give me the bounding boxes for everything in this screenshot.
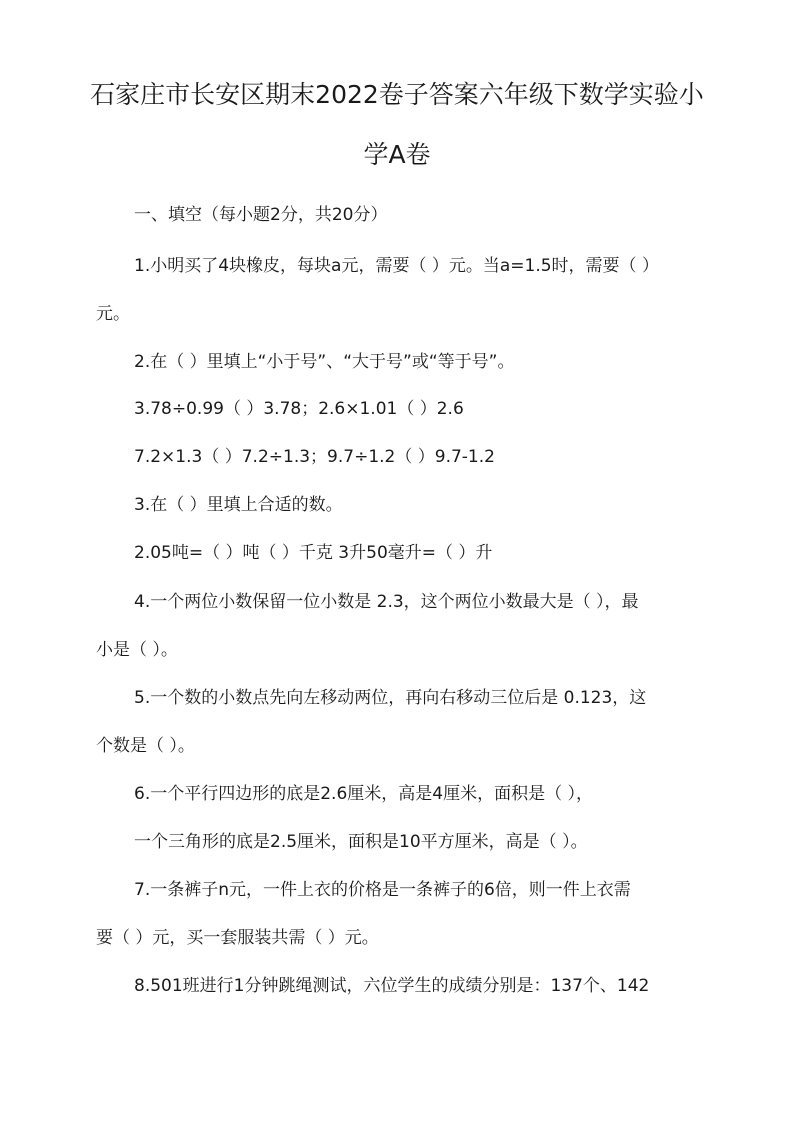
question-3-line-2: 2.05吨=（ ）吨（ ）千克 3升50毫升=（ ）升 <box>134 543 493 563</box>
document-title-line-2: 学A卷 <box>363 140 431 169</box>
question-6-line-2: 一个三角形的底是2.5厘米，面积是10平方厘米，高是（ ）。 <box>134 832 588 852</box>
question-2-line-1: 2.在（ ）里填上“小于号”、“大于号”或“等于号”。 <box>134 352 515 372</box>
section-heading: 一、填空（每小题2分，共20分） <box>134 205 388 225</box>
question-4-line-1: 4.一个两位小数保留一位小数是 2.3，这个两位小数最大是（ ），最 <box>134 592 639 612</box>
question-5-line-2: 个数是（ ）。 <box>96 736 195 756</box>
question-1-line-2: 元。 <box>96 304 130 324</box>
question-6-line-1: 6.一个平行四边形的底是2.6厘米，高是4厘米，面积是（ ）， <box>134 784 593 804</box>
question-2-line-3: 7.2×1.3（ ）7.2÷1.3；9.7÷1.2（ ）9.7-1.2 <box>134 447 495 467</box>
question-2-line-2: 3.78÷0.99（ ）3.78；2.6×1.01（ ）2.6 <box>134 399 464 419</box>
question-7-line-1: 7.一条裤子n元，一件上衣的价格是一条裤子的6倍，则一件上衣需 <box>134 880 631 900</box>
question-5-line-1: 5.一个数的小数点先向左移动两位，再向右移动三位后是 0.123，这 <box>134 688 647 708</box>
question-4-line-2: 小是（ ）。 <box>96 640 178 660</box>
document-title-line-1: 石家庄市长安区期末2022卷子答案六年级下数学实验小 <box>90 80 704 109</box>
question-8-line-1: 8.501班进行1分钟跳绳测试，六位学生的成绩分别是：137个、142 <box>134 976 650 996</box>
question-3-line-1: 3.在（ ）里填上合适的数。 <box>134 495 343 515</box>
question-1-line-1: 1.小明买了4块橡皮，每块a元，需要（ ）元。当a=1.5时，需要（ ） <box>134 256 659 276</box>
question-7-line-2: 要（ ）元，买一套服装共需（ ）元。 <box>96 928 379 948</box>
